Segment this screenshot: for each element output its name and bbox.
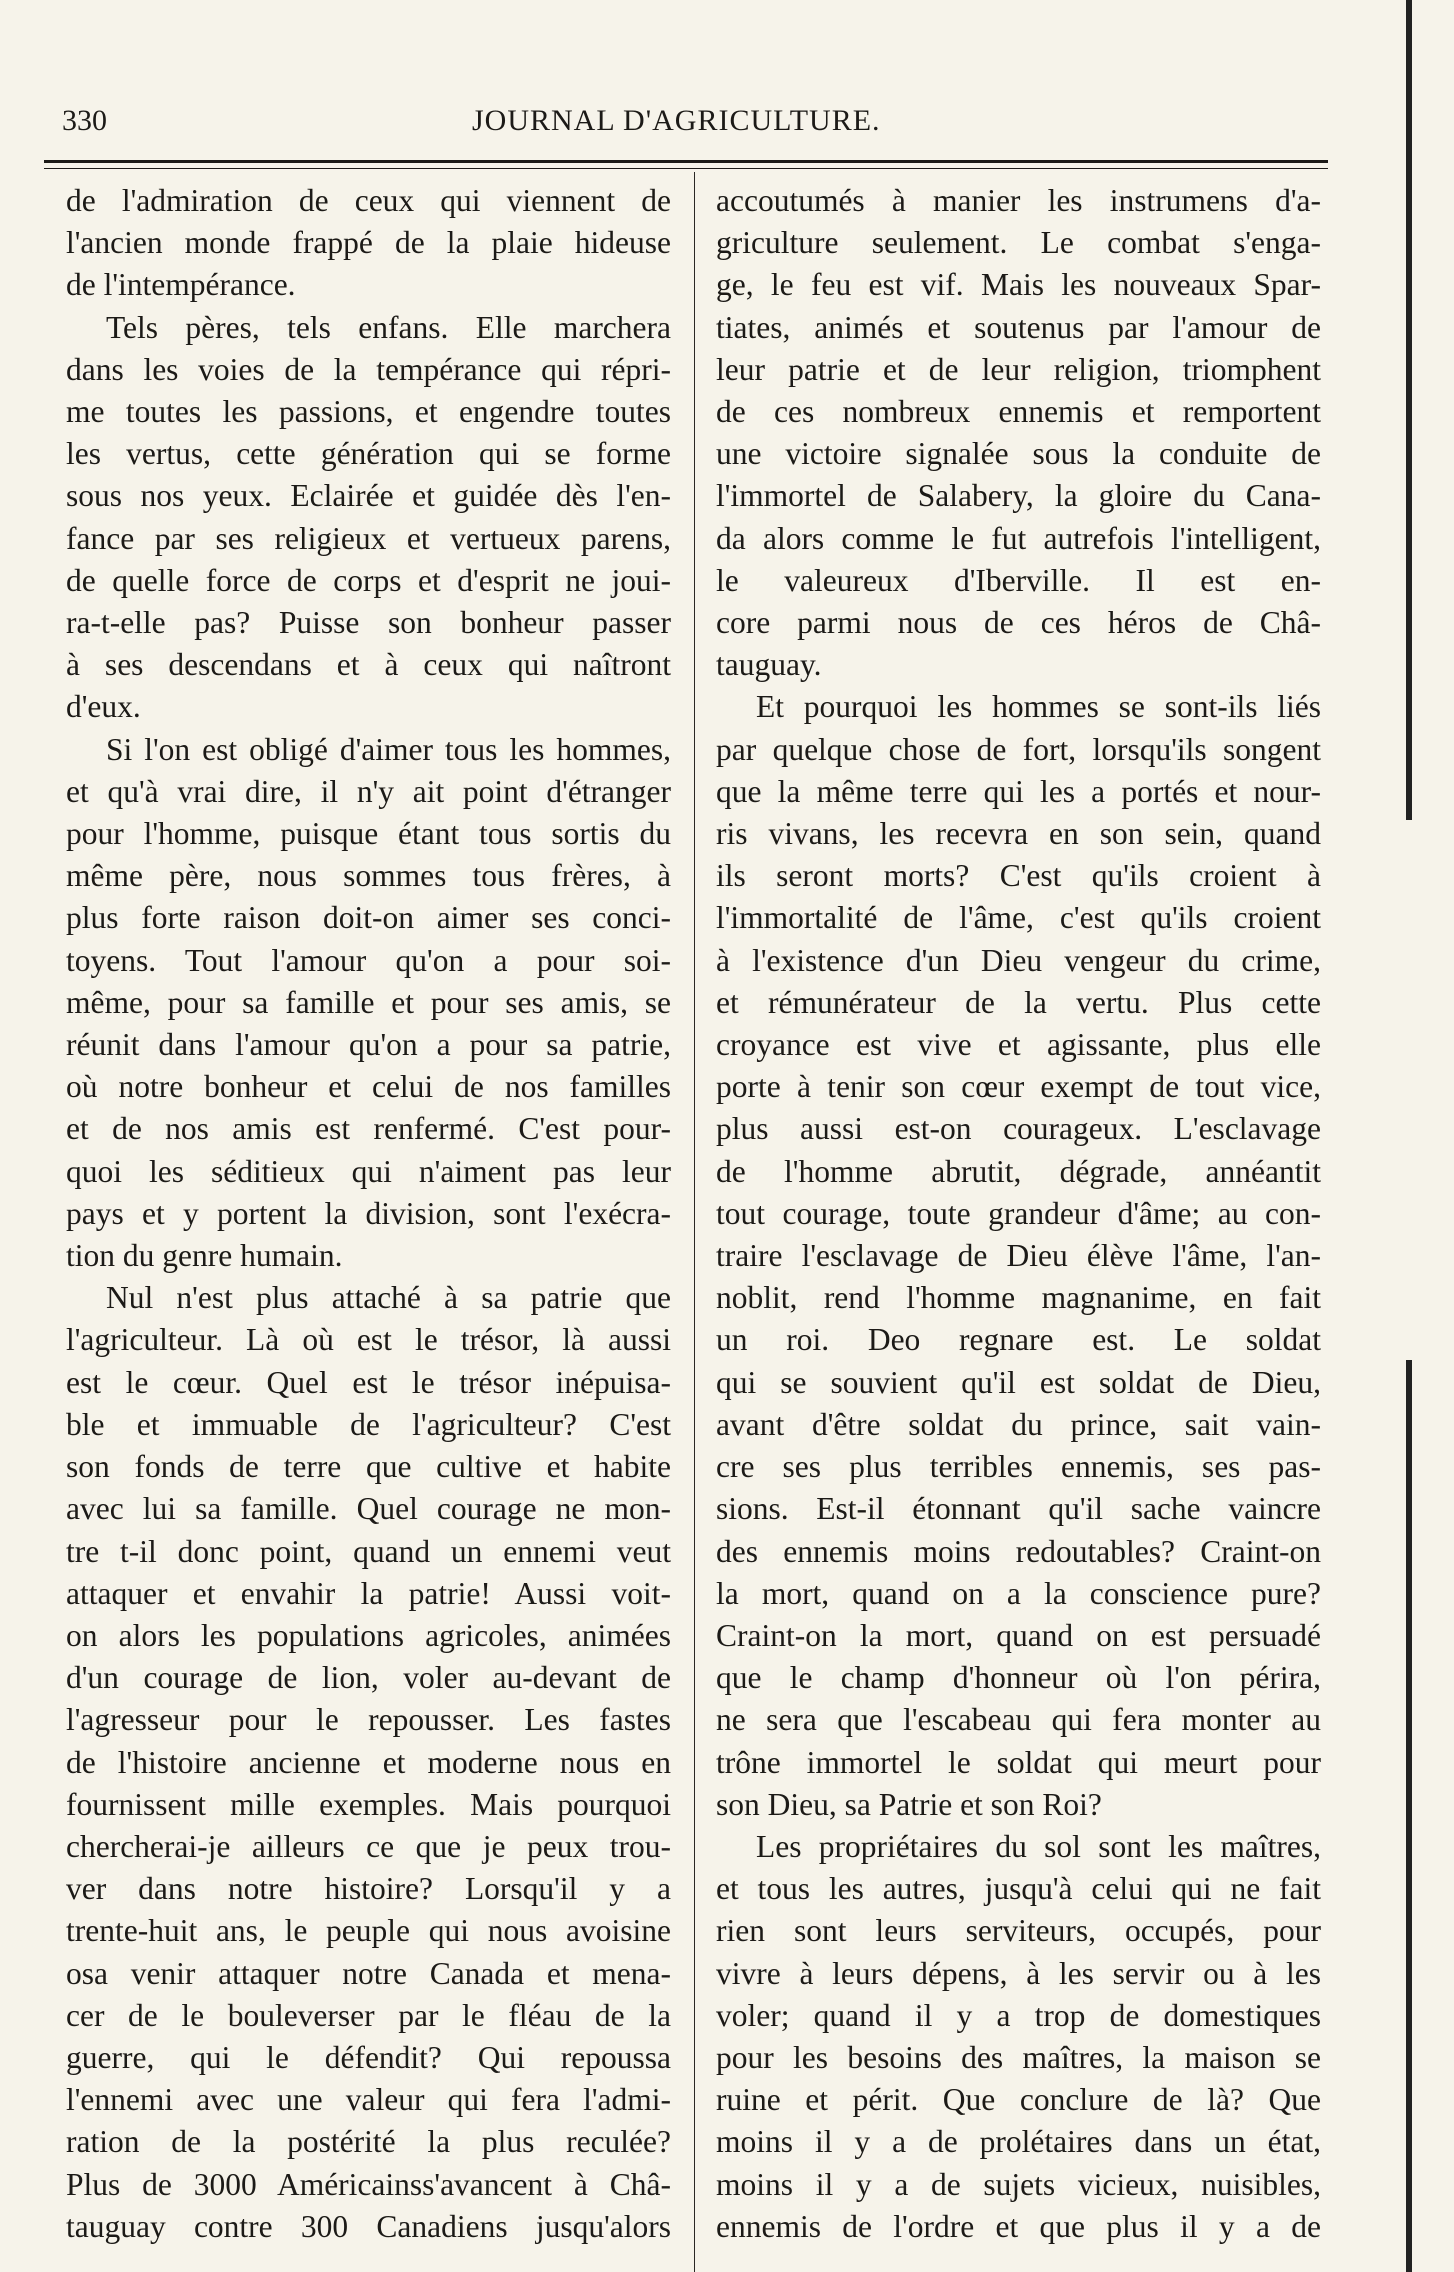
text-line: me toutes les passions, et engendre toutes [66,394,671,430]
text-line: guerre, qui le défendit? Qui repoussa [66,2039,671,2075]
text-line: un roi. Deo regnare est. Le soldat [716,1322,1321,1358]
text-line: de quelle force de corps et d'esprit ne joui- [66,562,671,598]
text-line: quoi les séditieux qui n'aiment pas leur [66,1153,671,1189]
text-line: avec lui sa famille. Quel courage ne mon- [66,1491,671,1527]
text-line: traire l'esclavage de Dieu élève l'âme, l'an- [716,1238,1321,1274]
text-line: ge, le feu est vif. Mais les nouveaux Spar- [716,267,1321,303]
text-line: de l'admiration de ceux qui viennent de [66,183,671,218]
text-line: Nul n'est plus attaché à sa patrie que [106,1280,671,1316]
text-line: à ses descendans et à ceux qui naîtront [66,647,671,683]
text-line: Si l'on est obligé d'aimer tous les hommes, [106,731,671,767]
text-line: tauguay contre 300 Canadiens jusqu'alors [66,2208,671,2244]
text-line: ration de la postérité la plus reculée? [66,2124,671,2160]
text-column-left [66,180,671,2248]
text-line: de ces nombreux ennemis et remportent [716,394,1321,430]
text-line: trente-huit ans, le peuple qui nous avoisine [66,1913,671,1949]
text-line: pour les besoins des maîtres, la maison se [716,2039,1321,2075]
header-rule-thin [44,168,1328,169]
text-line: tion du genre humain. [66,1238,343,1274]
text-line: vivre à leurs dépens, à les servir ou à les [716,1955,1321,1991]
column-divider [694,172,695,2272]
text-line: les vertus, cette génération qui se forme [66,436,671,472]
text-line: Les propriétaires du sol sont les maîtres, [756,1828,1321,1864]
text-line: core parmi nous de ces héros de Châ- [716,605,1321,641]
text-line: porte à tenir son cœur exempt de tout vice, [716,1069,1321,1105]
text-line: rien sont leurs serviteurs, occupés, pour [716,1913,1321,1949]
page-number: 330 [62,104,107,137]
text-line: voler; quand il y a trop de domestiques [716,1997,1321,2033]
text-line: ne sera que l'escabeau qui fera monter au [716,1702,1321,1738]
text-line: que le champ d'honneur où l'on périra, [716,1660,1321,1696]
text-line: pour l'homme, puisque étant tous sortis du [66,816,671,852]
text-line: griculture seulement. Le combat s'enga- [716,225,1321,261]
text-line: sions. Est-il étonnant qu'il sache vaincre [716,1491,1321,1527]
text-line: leur patrie et de leur religion, triomphent [716,351,1321,387]
text-line: par quelque chose de fort, lorsqu'ils songent [716,731,1321,767]
text-line: qui se souvient qu'il est soldat de Dieu, [716,1364,1321,1400]
text-line: pays et y portent la division, sont l'exécra- [66,1195,671,1231]
text-line: que la même terre qui les a portés et nour- [716,773,1321,809]
text-line: Craint-on la mort, quand on est persuadé [716,1617,1321,1653]
text-line: croyance est vive et agissante, plus elle [716,1027,1321,1063]
text-line: plus forte raison doit-on aimer ses conci- [66,900,671,936]
text-line: l'agresseur pour le repousser. Les fastes [66,1702,671,1738]
text-line: de l'intempérance. [66,267,296,303]
text-line: toyens. Tout l'amour qu'on a pour soi- [66,942,671,978]
text-line: avant d'être soldat du prince, sait vain- [716,1406,1321,1442]
header-rule-thick [44,160,1328,163]
text-line: même, pour sa famille et pour ses amis, se [66,984,671,1020]
text-line: et tous les autres, jusqu'à celui qui ne fait [716,1871,1321,1907]
text-line: et de nos amis est renfermé. C'est pour- [66,1111,671,1147]
text-line: la mort, quand on a la conscience pure? [716,1575,1321,1611]
text-line: et qu'à vrai dire, il n'y ait point d'étranger [66,773,671,809]
text-line: moins il y a de prolétaires dans un état, [716,2124,1321,2160]
text-line: trône immortel le soldat qui meurt pour [716,1744,1321,1780]
running-title: JOURNAL D'AGRICULTURE. [472,104,881,137]
text-line: attaquer et envahir la patrie! Aussi voit- [66,1575,671,1611]
text-line: des ennemis moins redoutables? Craint-on [716,1533,1321,1569]
text-line: tre t-il donc point, quand un ennemi veut [66,1533,671,1569]
page-header [62,104,1322,148]
text-line: d'eux. [66,689,141,725]
text-line: ver dans notre histoire? Lorsqu'il y a [66,1871,671,1907]
text-line: moins il y a de sujets vicieux, nuisibles, [716,2166,1321,2202]
text-line: fournissent mille exemples. Mais pourquoi [66,1786,671,1822]
text-line: ble et immuable de l'agriculteur? C'est [66,1406,671,1442]
text-line: réunit dans l'amour qu'on a pour sa patrie, [66,1027,671,1063]
text-line: sous nos yeux. Eclairée et guidée dès l'en- [66,478,671,514]
text-line: accoutumés à manier les instrumens d'a- [716,183,1321,218]
text-line: l'immortalité de l'âme, c'est qu'ils croient [716,900,1321,936]
text-line: fance par ses religieux et vertueux parens, [66,520,671,556]
text-line: l'immortel de Salabery, la gloire du Cana- [716,478,1321,514]
text-line: tout courage, toute grandeur d'âme; au con- [716,1195,1321,1231]
text-line: dans les voies de la tempérance qui répri- [66,351,671,387]
text-line: osa venir attaquer notre Canada et mena- [66,1955,671,1991]
text-line: ra-t-elle pas? Puisse son bonheur passer [66,605,671,641]
text-line: tiates, animés et soutenus par l'amour de [716,309,1321,345]
text-line: plus aussi est-on courageux. L'esclavage [716,1111,1321,1147]
text-line: même père, nous sommes tous frères, à [66,858,671,894]
text-line: de l'homme abrutit, dégrade, annéantit [716,1153,1321,1189]
text-line: ennemis de l'ordre et que plus il y a de [716,2208,1321,2244]
text-line: de l'histoire ancienne et moderne nous en [66,1744,671,1780]
text-line: à l'existence d'un Dieu vengeur du crime, [716,942,1321,978]
text-line: ris vivans, les recevra en son sein, quand [716,816,1321,852]
text-line: chercherai-je ailleurs ce que je peux trou- [66,1828,671,1864]
text-line: Tels pères, tels enfans. Elle marchera [106,309,671,345]
page-edge-mark [1406,1360,1412,2272]
text-line: Plus de 3000 Américainss'avancent à Châ- [66,2166,671,2202]
text-line: noblit, rend l'homme magnanime, en fait [716,1280,1321,1316]
text-line: le valeureux d'Iberville. Il est en- [716,562,1321,598]
text-line: Et pourquoi les hommes se sont-ils liés [756,689,1321,725]
text-line: tauguay. [716,647,822,683]
text-line: une victoire signalée sous la conduite de [716,436,1321,472]
text-column-right [716,180,1321,2248]
text-line: d'un courage de lion, voler au-devant de [66,1660,671,1696]
text-line: ruine et périt. Que conclure de là? Que [716,2082,1321,2118]
text-line: cre ses plus terribles ennemis, ses pas- [716,1449,1321,1485]
text-line: l'ancien monde frappé de la plaie hideuse [66,225,671,261]
page-edge-mark [1406,0,1412,820]
text-line: son fonds de terre que cultive et habite [66,1449,671,1485]
text-line: son Dieu, sa Patrie et son Roi? [716,1786,1102,1822]
text-line: ils seront morts? C'est qu'ils croient à [716,858,1321,894]
text-line: da alors comme le fut autrefois l'intelligent, [716,520,1321,556]
text-line: on alors les populations agricoles, animées [66,1617,671,1653]
text-line: l'ennemi avec une valeur qui fera l'admi- [66,2082,671,2118]
text-line: où notre bonheur et celui de nos familles [66,1069,671,1105]
text-line: cer de le bouleverser par le fléau de la [66,1997,671,2033]
text-line: l'agriculteur. Là où est le trésor, là aussi [66,1322,671,1358]
text-line: est le cœur. Quel est le trésor inépuisa- [66,1364,671,1400]
text-line: et rémunérateur de la vertu. Plus cette [716,984,1321,1020]
